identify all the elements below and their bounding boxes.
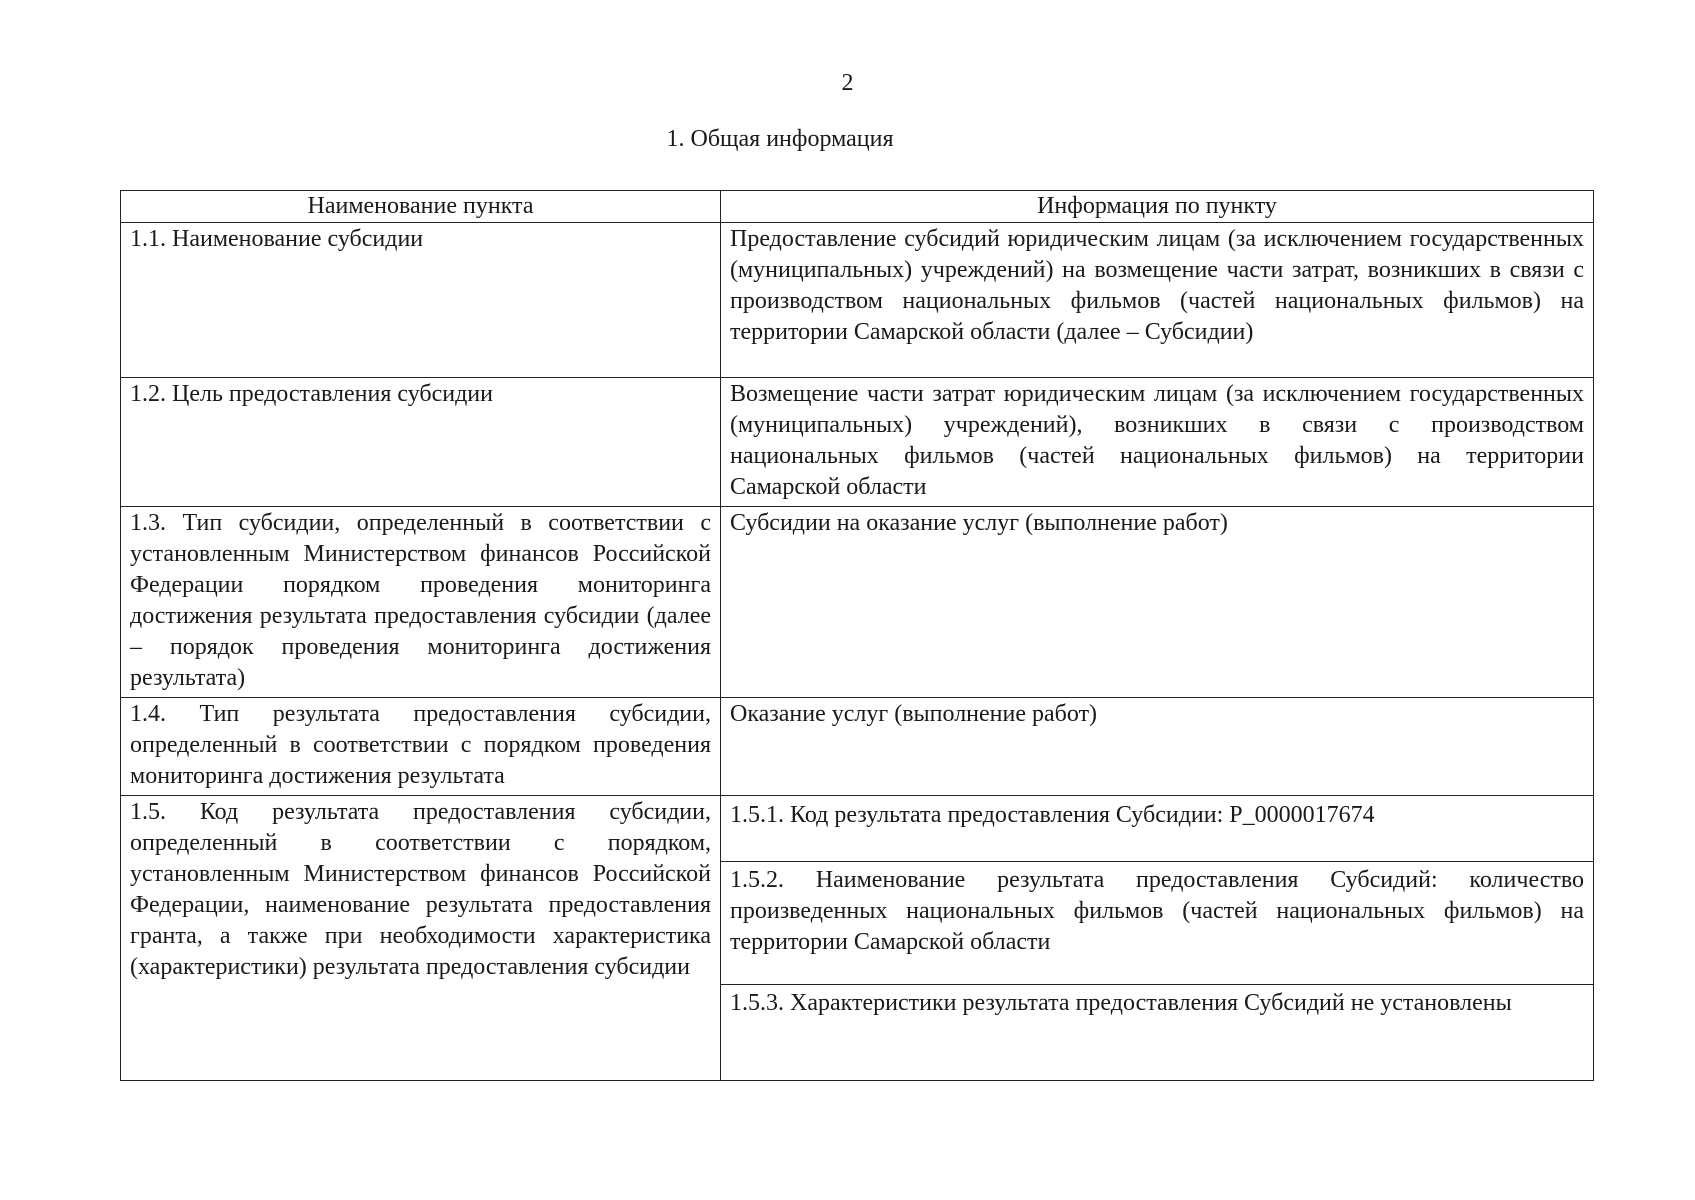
table-row <box>121 223 1594 378</box>
result-characteristics-subcell: 1.5.3. Характеристики результата предоставления Субсидий не установлены <box>730 990 1512 1016</box>
item-name-cell: 1.2. Цель предоставления субсидии <box>121 378 721 507</box>
section-title: 1. Общая информация <box>666 126 894 152</box>
general-info-table <box>120 190 1594 1081</box>
result-name-subcell: 1.5.2. Наименование результата предоставления Субсидий: количество произведенных национальных фильмов (частей национальных фильмов) на территории Самарской области <box>721 862 1593 985</box>
item-info-cell: Предоставление субсидий юридическим лицам (за исключением государственных (муниципальных) учреждений) на возмещение части затрат, возникших в связи с производством национальных фильмов (частей национальных фильмов) на территории Самарской области (далее – Субсидии) <box>721 223 1594 378</box>
table-row <box>121 507 1594 698</box>
item-info-cell: Оказание услуг (выполнение работ) <box>721 698 1594 796</box>
item-info-cell <box>721 796 1594 1081</box>
item-info-cell: Возмещение части затрат юридическим лицам (за исключением государственных (муниципальных) учреждений), возникших в связи с производством национальных фильмов (частей национальных фильмов) на территории Самарской области <box>721 378 1594 507</box>
item-name-cell: 1.5. Код результата предоставления субсидии, определенный в соответствии с порядком, установленным Министерством финансов Российской Федерации, наименование результата предоставления гранта, а также при необходимости характеристика (характеристики) результата предоставления субсидии <box>121 796 721 1081</box>
column-header-item: Наименование пункта <box>121 191 721 223</box>
item-info-cell: Субсидии на оказание услуг (выполнение работ) <box>721 507 1594 698</box>
column-header-info: Информация по пункту <box>721 191 1594 223</box>
result-code-subcell: 1.5.1. Код результата предоставления Субсидии: Р_0000017674 <box>721 797 1593 862</box>
page-number: 2 <box>841 70 854 96</box>
item-name-cell: 1.1. Наименование субсидии <box>121 223 721 378</box>
table-header-row <box>121 191 1594 223</box>
table-row <box>121 378 1594 507</box>
table-row <box>121 796 1594 1081</box>
table-row <box>121 698 1594 796</box>
item-name-cell: 1.3. Тип субсидии, определенный в соответствии с установленным Министерством финансов Российской Федерации порядком проведения мониторинга достижения результата предоставления субсидии (далее – порядок проведения мониторинга достижения результата) <box>121 507 721 698</box>
item-name-cell: 1.4. Тип результата предоставления субсидии, определенный в соответствии с порядком проведения мониторинга достижения результата <box>121 698 721 796</box>
